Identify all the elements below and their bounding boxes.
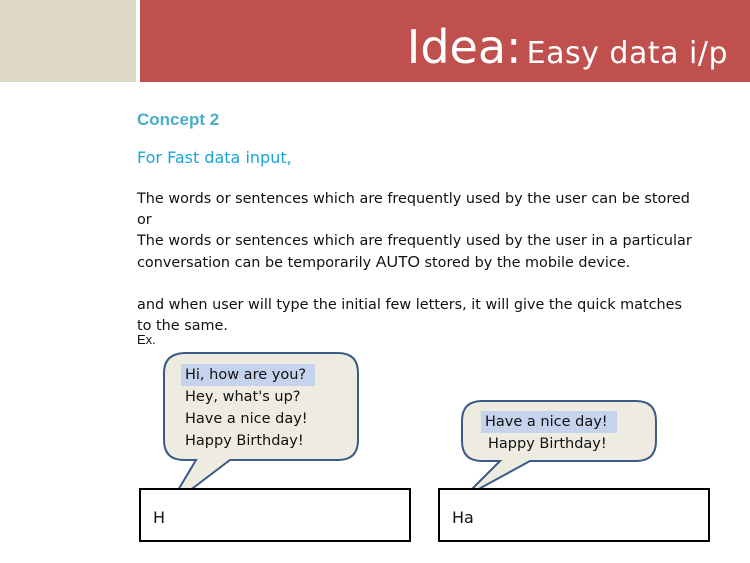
suggestion-1-2[interactable]: Hey, what's up? bbox=[185, 389, 301, 405]
conversation-text-pre: conversation can be temporarily bbox=[137, 255, 376, 271]
text-input-1[interactable] bbox=[139, 488, 411, 542]
text-input-2[interactable] bbox=[438, 488, 710, 542]
paragraph-quick-matches-line1: and when user will type the initial few letters, it will give the quick matches bbox=[137, 297, 683, 313]
conversation-text-post: stored by the mobile device. bbox=[419, 255, 631, 271]
text-input-1-value: H bbox=[153, 508, 166, 527]
suggestion-2-1[interactable]: Have a nice day! bbox=[481, 411, 617, 433]
slide-title-sub: Easy data i/p bbox=[526, 36, 728, 71]
paragraph-or: or bbox=[137, 212, 152, 228]
concept-heading: Concept 2 bbox=[137, 110, 220, 129]
example-label: Ex. bbox=[137, 332, 156, 347]
intro-text: For Fast data input, bbox=[137, 148, 292, 167]
auto-keyword: AUTO bbox=[375, 254, 420, 271]
suggestion-1-3[interactable]: Have a nice day! bbox=[185, 411, 308, 427]
text-input-2-value: Ha bbox=[452, 508, 474, 527]
suggestion-1-4[interactable]: Happy Birthday! bbox=[185, 433, 304, 449]
slide-title-main: Idea: bbox=[406, 20, 522, 74]
suggestion-2-2[interactable]: Happy Birthday! bbox=[488, 436, 607, 452]
paragraph-quick-matches-line2: to the same. bbox=[137, 318, 228, 334]
paragraph-conversation-line1: The words or sentences which are frequently used by the user in a particular bbox=[137, 233, 692, 249]
paragraph-stored: The words or sentences which are frequently used by the user can be stored bbox=[137, 191, 690, 207]
suggestion-1-1[interactable]: Hi, how are you? bbox=[181, 364, 315, 386]
